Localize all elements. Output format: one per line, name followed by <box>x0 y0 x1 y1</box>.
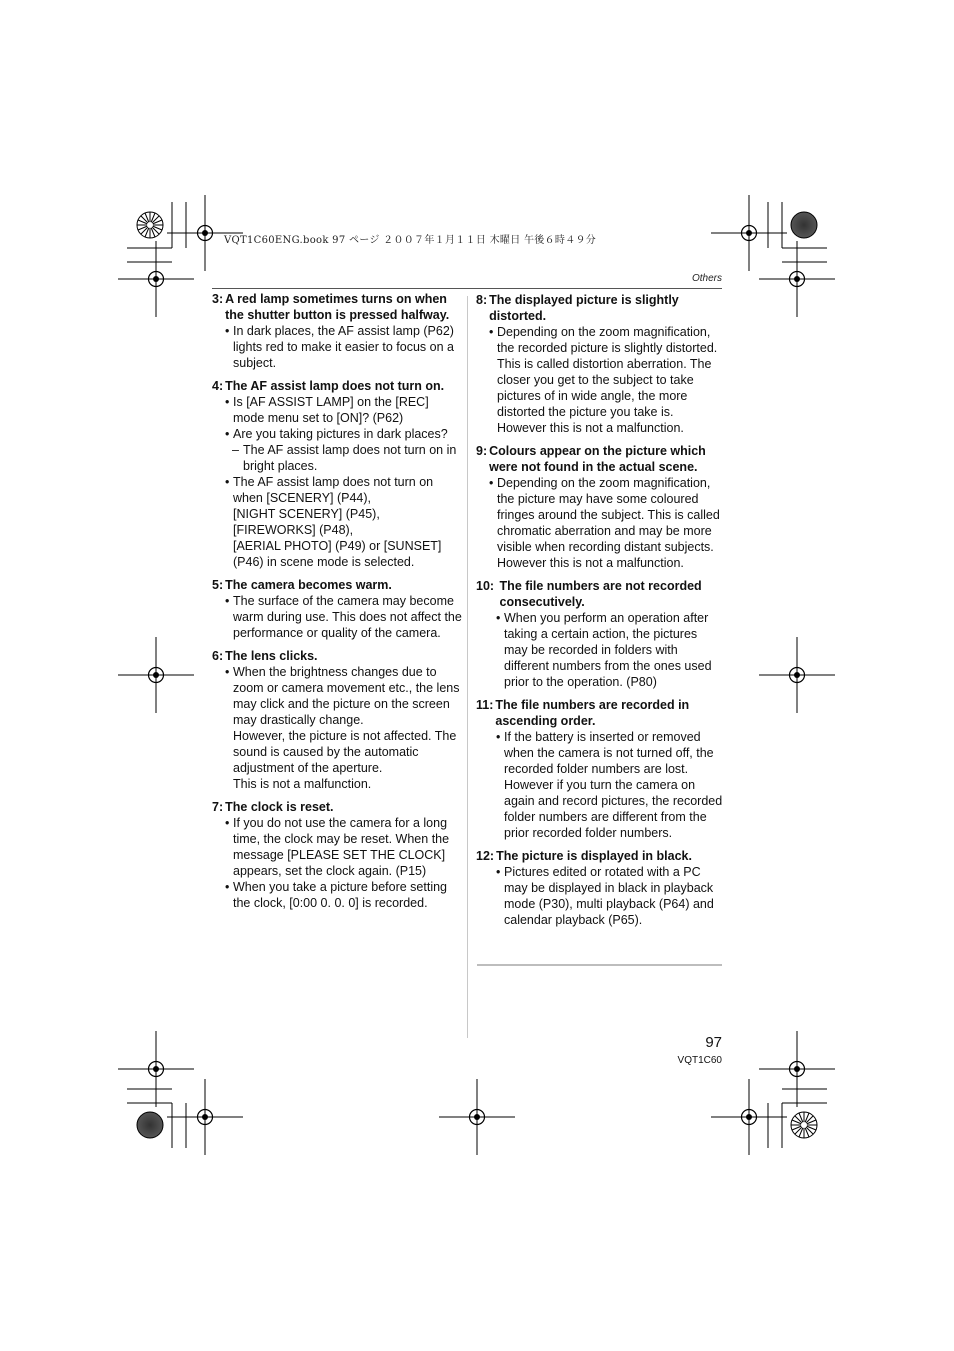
bullet-point: • When you take a picture before setting the clock, [0:00 0. 0. 0] is recorded. <box>212 879 462 911</box>
item-9 <box>476 443 724 571</box>
item-number: 7: <box>212 800 224 814</box>
bullet-point: • If you do not use the camera for a long time, the clock may be reset. When the message [PLEASE SET THE CLOCK] appears, set the clock again. (P15) <box>212 815 462 879</box>
header-rule <box>212 288 722 289</box>
item-title: Colours appear on the picture which were not found in the actual scene. <box>489 444 706 474</box>
item-4 <box>212 378 462 570</box>
item-title: The displayed picture is slightly distorted. <box>489 293 679 323</box>
bullet-point: • If the battery is inserted or removed when the camera is not turned off, the recorded folder numbers are lost. However if you turn the camera on again and record pictures, the recorded folder numbers are different from the prior recorded folder numbers. <box>476 729 724 841</box>
item-number: 4: <box>212 379 224 393</box>
item-3 <box>212 291 462 371</box>
item-number: 12: <box>476 849 495 863</box>
item-title: The AF assist lamp does not turn on. <box>225 379 445 393</box>
item-title: A red lamp sometimes turns on when the shutter button is pressed halfway. <box>225 292 450 322</box>
item-11 <box>476 697 724 841</box>
bullet-point: • Depending on the zoom magnification, the picture may have some coloured fringes around the subject. This is called chromatic aberration and may be more visible when recording distant subjects. However this is not a malfunction. <box>476 475 724 571</box>
item-title: The lens clicks. <box>225 649 318 663</box>
item-title: The file numbers are not recorded consecutively. <box>499 579 702 609</box>
item-12 <box>476 848 724 928</box>
bullet-point: • Is [AF ASSIST LAMP] on the [REC] mode menu set to [ON]? (P62) <box>212 394 462 426</box>
starburst-top-left-icon <box>137 212 163 238</box>
bullet-point: • Pictures edited or rotated with a PC may be displayed in black in playback mode (P30), multi playback (P64) and calendar playback (P65). <box>476 864 724 928</box>
column-divider <box>467 296 468 1038</box>
solid-dot-top-right-icon <box>791 212 817 238</box>
end-rule <box>477 964 722 966</box>
item-7 <box>212 799 462 911</box>
bullet-point: • When you perform an operation after taking a certain action, the pictures may be recorded in folders with different numbers from the ones used prior to the operation. (P80) <box>476 610 724 690</box>
bullet-point: • Are you taking pictures in dark places? <box>212 426 462 442</box>
bullet-point: • When the brightness changes due to zoom or camera movement etc., the lens may click and the picture on the screen may drastically change. However, the picture is not affected. The sound is caused by the automatic adjustment of the aperture. This is not a malfunction. <box>212 664 462 792</box>
item-number: 8: <box>476 293 488 307</box>
bullet-point: • In dark places, the AF assist lamp (P62) lights red to make it easier to focus on a subject. <box>212 323 462 371</box>
item-number: 10: <box>476 579 498 593</box>
item-number: 9: <box>476 444 488 458</box>
bullet-point: • The surface of the camera may become warm during use. This does not affect the performance or quality of the camera. <box>212 593 462 641</box>
item-5 <box>212 577 462 641</box>
item-10 <box>476 578 724 690</box>
item-6 <box>212 648 462 792</box>
right-column <box>476 292 724 935</box>
item-title: The camera becomes warm. <box>225 578 392 592</box>
item-number: 5: <box>212 578 224 592</box>
item-8 <box>476 292 724 436</box>
solid-dot-bottom-left-icon <box>137 1112 163 1138</box>
page-number: 97 <box>705 1034 722 1051</box>
item-title: The picture is displayed in black. <box>496 849 692 863</box>
section-label: Others <box>691 273 722 284</box>
item-number: 11: <box>476 698 494 712</box>
bullet-point: • Depending on the zoom magnification, the recorded picture is slightly distorted. This is called distortion aberration. The closer you get to the subject to take pictures of in wide angle, the more distorted the picture you take is. However this is not a malfunction. <box>476 324 724 436</box>
dash-point: – The AF assist lamp does not turn on in bright places. <box>212 442 462 474</box>
item-number: 3: <box>212 292 224 306</box>
item-title: The file numbers are recorded in ascending order. <box>495 698 690 728</box>
left-column <box>212 291 462 918</box>
bullet-point: • The AF assist lamp does not turn on when [SCENERY] (P44), [NIGHT SCENERY] (P45), [FIREWORKS] (P48), [AERIAL PHOTO] (P49) or [SUNSET] (P46) in scene mode is selected. <box>212 474 462 570</box>
model-code: VQT1C60 <box>677 1055 722 1066</box>
item-title: The clock is reset. <box>225 800 334 814</box>
starburst-bottom-right-icon <box>791 1112 817 1138</box>
item-number: 6: <box>212 649 224 663</box>
print-header: VQT1C60ENG.book 97 ページ ２００７年１月１１日 木曜日 午後６時４９分 <box>224 235 597 246</box>
